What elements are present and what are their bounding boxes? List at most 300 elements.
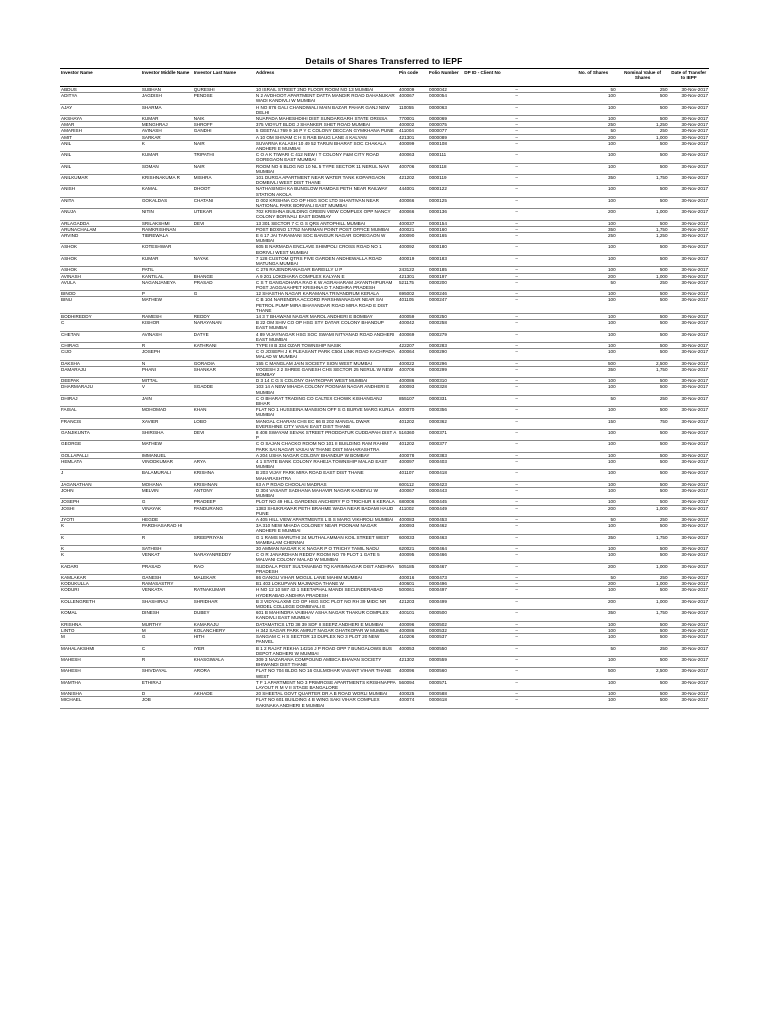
cell-investor-middle-name: MITTAL (141, 378, 193, 384)
cell-dp-id-client-no: – (463, 546, 570, 552)
cell-investor-middle-name: M (141, 627, 193, 633)
cell-dp-id-client-no: – (463, 418, 570, 429)
table-row (60, 93, 709, 104)
cell-investor-middle-name: KANTILAL (141, 273, 193, 279)
cell-folio-number: 0000136 (428, 209, 463, 220)
cell-address: C O SAJAN CHACKO ROOM NO 101 II BUILDING RAM RAHIM PARK SAI NAGAR VASAI W THANE DIST MAHARASHTRA (255, 441, 398, 452)
cell-investor-last-name (193, 297, 255, 314)
cell-nominal-value: 500 (617, 656, 669, 667)
cell-date-of-transfer: 30-Nov-2017 (669, 581, 710, 587)
cell-investor-name: J (60, 470, 141, 481)
cell-folio-number: 0000180 (428, 244, 463, 255)
cell-investor-name: MAHESH (60, 656, 141, 667)
cell-address: NATHASINGH KA BUNGLOW RAMDAS PETH NEAR RAILWAY STATION AKOLA (255, 186, 398, 197)
cell-nominal-value: 500 (617, 459, 669, 470)
cell-nominal-value: 500 (617, 634, 669, 645)
cell-address: POST BOXNO 17752 NARIMAN POINT POST OFFICE MUMBAI (255, 226, 398, 232)
cell-investor-middle-name: KOTESHWAR (141, 244, 193, 255)
cell-date-of-transfer: 30-Nov-2017 (669, 320, 710, 331)
cell-nominal-value: 500 (617, 116, 669, 122)
cell-nominal-value: 250 (617, 128, 669, 134)
cell-investor-last-name: DEVI (193, 220, 255, 226)
cell-investor-middle-name: PHANI (141, 366, 193, 377)
table-row (60, 407, 709, 418)
cell-date-of-transfer: 30-Nov-2017 (669, 668, 710, 679)
cell-address: 13 301 SECTOR 7 C G S QRS ANTOPHILL MUMBAI (255, 220, 398, 226)
cell-nominal-value: 1,000 (617, 505, 669, 516)
cell-pin-code: 401202 (398, 418, 428, 429)
cell-investor-middle-name: JOB (141, 697, 193, 708)
column-header-date-of-transfer: Date of Transfer to IEPF (669, 69, 710, 87)
cell-pin-code: 243122 (398, 267, 428, 273)
cell-investor-last-name: AKHADE (193, 691, 255, 697)
cell-no-of-shares: 100 (570, 499, 617, 505)
cell-address: PLOT NO 49 HILL GARDENS ANCHERY P O TRICHUR 6 KERALA (255, 499, 398, 505)
cell-investor-last-name: SREEPRIYAN (193, 534, 255, 545)
cell-pin-code: 500061 (398, 587, 428, 598)
cell-no-of-shares: 350 (570, 534, 617, 545)
cell-no-of-shares: 150 (570, 418, 617, 429)
cell-folio-number: 0000111 (428, 152, 463, 163)
cell-nominal-value: 1,250 (617, 122, 669, 128)
table-row (60, 488, 709, 499)
cell-investor-name: BODHIREDDY (60, 313, 141, 319)
cell-dp-id-client-no: – (463, 488, 570, 499)
cell-address: B1 403 LOKUPVAN MAJIWADA THANE W (255, 581, 398, 587)
cell-folio-number: 0000571 (428, 679, 463, 690)
cell-dp-id-client-no: – (463, 697, 570, 708)
cell-no-of-shares: 100 (570, 679, 617, 690)
cell-folio-number: 0000119 (428, 175, 463, 186)
cell-no-of-shares: 500 (570, 360, 617, 366)
cell-investor-middle-name: SHIRISHA (141, 429, 193, 440)
cell-pin-code: 400053 (398, 645, 428, 656)
cell-address: ROOM NO 6 BLDG NO 10 NL 5 TYPE SECTOR 11 NERUL NAVI MUMBAI (255, 163, 398, 174)
cell-folio-number: 0000042 (428, 87, 463, 93)
cell-investor-name: K (60, 523, 141, 534)
cell-folio-number: 0000500 (428, 610, 463, 621)
cell-address: H 342 SAGAR PARK AMRUT NAGAR GHATKOPAR W MUMBAI (255, 627, 398, 633)
cell-investor-middle-name: MURTHY (141, 621, 193, 627)
cell-investor-last-name: ARORA (193, 668, 255, 679)
cell-folio-number: 0000165 (428, 233, 463, 244)
cell-address: SANGAM C H S SECTOR 13 DUPLEX NO 3 PLOT 20 NEW PANVEL (255, 634, 398, 645)
cell-folio-number: 0000537 (428, 634, 463, 645)
cell-investor-middle-name: R (141, 656, 193, 667)
cell-dp-id-client-no: – (463, 517, 570, 523)
cell-nominal-value: 500 (617, 342, 669, 348)
cell-nominal-value: 500 (617, 691, 669, 697)
cell-investor-name: LINTO (60, 627, 141, 633)
cell-investor-last-name (193, 679, 255, 690)
cell-investor-last-name (193, 233, 255, 244)
cell-dp-id-client-no: – (463, 255, 570, 266)
cell-dp-id-client-no: – (463, 140, 570, 151)
cell-investor-middle-name: PATIL (141, 267, 193, 273)
cell-investor-name: JAGANATHAN (60, 481, 141, 487)
column-header-folio-number: Folio Number (428, 69, 463, 87)
cell-pin-code: 400019 (398, 255, 428, 266)
cell-investor-middle-name: V (141, 384, 193, 395)
cell-investor-name: MICHAEL (60, 697, 141, 708)
cell-investor-name: AMIT (60, 134, 141, 140)
cell-investor-name: ANIL (60, 140, 141, 151)
cell-dp-id-client-no: – (463, 395, 570, 406)
cell-pin-code: 444001 (398, 186, 428, 197)
cell-pin-code: 680006 (398, 499, 428, 505)
cell-investor-name: KODUKULLA (60, 581, 141, 587)
cell-folio-number: 0000403 (428, 459, 463, 470)
cell-investor-middle-name: SHASHIRAJ (141, 598, 193, 609)
table-row (60, 429, 709, 440)
cell-dp-id-client-no: – (463, 320, 570, 331)
cell-address: B 3 VIDYALAXMI CO OP HSG SOC PLOT NO RH 39 MIDC NR MODEL COLLEGE DOMBIVALI E (255, 598, 398, 609)
table-row (60, 163, 709, 174)
cell-pin-code: 400706 (398, 163, 428, 174)
cell-investor-last-name: LOBO (193, 418, 255, 429)
table-row (60, 523, 709, 534)
cell-investor-middle-name: KUMAR (141, 255, 193, 266)
cell-investor-middle-name: MENGHRAJ (141, 122, 193, 128)
cell-dp-id-client-no: – (463, 267, 570, 273)
cell-address: 601 B MAHINDRA VAIBHAV ASHA NAGAR THAKUR COMPLEX KANDIVLI EAST MUMBAI (255, 610, 398, 621)
cell-investor-middle-name: AVINASH (141, 331, 193, 342)
cell-dp-id-client-no: – (463, 313, 570, 319)
cell-dp-id-client-no: – (463, 481, 570, 487)
table-row (60, 517, 709, 523)
cell-investor-name: ARVIND (60, 233, 141, 244)
cell-pin-code: 421302 (398, 656, 428, 667)
cell-nominal-value: 1,000 (617, 209, 669, 220)
cell-date-of-transfer: 30-Nov-2017 (669, 481, 710, 487)
cell-address: B 22 OM SHIV CO OP HSG STY DATAR COLONY BHANDUP EAST MUMBAI (255, 320, 398, 331)
table-row (60, 320, 709, 331)
cell-investor-name: GANJIKUNTA (60, 429, 141, 440)
cell-investor-last-name: HITH (193, 634, 255, 645)
cell-no-of-shares: 200 (570, 273, 617, 279)
table-row (60, 697, 709, 708)
cell-dp-id-client-no: – (463, 691, 570, 697)
cell-date-of-transfer: 30-Nov-2017 (669, 575, 710, 581)
cell-folio-number: 0000279 (428, 331, 463, 342)
cell-investor-middle-name: IMMANUEL (141, 452, 193, 458)
cell-date-of-transfer: 30-Nov-2017 (669, 244, 710, 255)
cell-investor-name: CHETAN (60, 331, 141, 342)
cell-investor-last-name: ANTONY (193, 488, 255, 499)
table-row (60, 104, 709, 115)
cell-no-of-shares: 100 (570, 587, 617, 598)
cell-nominal-value: 500 (617, 297, 669, 314)
cell-folio-number: 0000356 (428, 407, 463, 418)
cell-nominal-value: 1,000 (617, 134, 669, 140)
cell-investor-last-name: CHATANI (193, 197, 255, 208)
cell-address: 4 89 VIJAYNAGAR HSG SOC SWAMI NITYANAD ROAD ANDHERI EAST MUMBAI (255, 331, 398, 342)
table-row (60, 441, 709, 452)
cell-dp-id-client-no: – (463, 587, 570, 598)
cell-investor-name: BINU (60, 297, 141, 314)
cell-pin-code: 400009 (398, 87, 428, 93)
cell-dp-id-client-no: – (463, 197, 570, 208)
cell-nominal-value: 500 (617, 499, 669, 505)
cell-investor-middle-name: SOMAN (141, 163, 193, 174)
cell-pin-code: 400096 (398, 668, 428, 679)
cell-nominal-value: 500 (617, 378, 669, 384)
cell-no-of-shares: 100 (570, 407, 617, 418)
cell-no-of-shares: 100 (570, 627, 617, 633)
cell-address: D 3 14 C G S COLONY GHATKOPAR WEST MUMBAI (255, 378, 398, 384)
table-row (60, 233, 709, 244)
cell-pin-code: 400092 (398, 244, 428, 255)
cell-investor-middle-name: MOHANA (141, 481, 193, 487)
cell-no-of-shares: 50 (570, 87, 617, 93)
cell-folio-number: 0000246 (428, 291, 463, 297)
cell-pin-code: 400086 (398, 378, 428, 384)
cell-investor-middle-name: PRASAD (141, 563, 193, 574)
cell-dp-id-client-no: – (463, 342, 570, 348)
cell-investor-name: KRISHNA (60, 621, 141, 627)
cell-address: 10 ISRAIL STREET 2ND FLOOR ROOM NO 13 MUMBAI (255, 87, 398, 93)
cell-no-of-shares: 100 (570, 429, 617, 440)
cell-dp-id-client-no: – (463, 621, 570, 627)
cell-pin-code: 400063 (398, 152, 428, 163)
cell-investor-middle-name: SARKAR (141, 134, 193, 140)
cell-date-of-transfer: 30-Nov-2017 (669, 366, 710, 377)
cell-pin-code: 400070 (398, 407, 428, 418)
cell-investor-middle-name: JOSEPH (141, 349, 193, 360)
cell-dp-id-client-no: – (463, 441, 570, 452)
cell-investor-last-name: BHANGE (193, 273, 255, 279)
cell-date-of-transfer: 30-Nov-2017 (669, 534, 710, 545)
cell-date-of-transfer: 30-Nov-2017 (669, 546, 710, 552)
cell-nominal-value: 500 (617, 679, 669, 690)
cell-nominal-value: 250 (617, 575, 669, 581)
cell-investor-name: ARLAGADDA (60, 220, 141, 226)
cell-dp-id-client-no: – (463, 552, 570, 563)
cell-folio-number: 0000473 (428, 575, 463, 581)
cell-investor-middle-name: KUMAR (141, 152, 193, 163)
cell-folio-number: 0000258 (428, 320, 463, 331)
cell-address: 4 1 STATE BANK COLONY RAHEJA TOWNSHIP MALAD EAST MUMBAI (255, 459, 398, 470)
cell-folio-number: 0000383 (428, 452, 463, 458)
cell-address: 103 14 A NEW MHADA COLONY POONAM NAGAR ANDHERI E MUMBAI (255, 384, 398, 395)
cell-nominal-value: 1,750 (617, 175, 669, 186)
cell-folio-number: 0000328 (428, 384, 463, 395)
column-header-investor-middle-name: Investor Middle Name (141, 69, 193, 87)
table-row (60, 459, 709, 470)
table-row (60, 668, 709, 679)
cell-address: C 276 RAJENDRANAGAR BAREILLY U P (255, 267, 398, 273)
cell-pin-code: 400101 (398, 610, 428, 621)
cell-folio-number: 0000560 (428, 668, 463, 679)
cell-folio-number: 0000466 (428, 552, 463, 563)
cell-nominal-value: 1,750 (617, 610, 669, 621)
cell-no-of-shares: 100 (570, 546, 617, 552)
cell-investor-middle-name: G (141, 499, 193, 505)
cell-investor-name: ANILKUMAR (60, 175, 141, 186)
cell-investor-last-name (193, 104, 255, 115)
cell-investor-middle-name: RAMKRISHNAN (141, 226, 193, 232)
cell-nominal-value: 750 (617, 418, 669, 429)
cell-no-of-shares: 100 (570, 481, 617, 487)
cell-dp-id-client-no: – (463, 470, 570, 481)
cell-nominal-value: 250 (617, 279, 669, 290)
cell-investor-last-name: KHAN (193, 407, 255, 418)
cell-pin-code: 400074 (398, 697, 428, 708)
table-row (60, 552, 709, 563)
table-row (60, 656, 709, 667)
cell-address: 63 A P ROAD CHOOLAI MADRAS (255, 481, 398, 487)
table-row (60, 534, 709, 545)
table-row (60, 470, 709, 481)
cell-pin-code: 401107 (398, 470, 428, 481)
cell-dp-id-client-no: – (463, 610, 570, 621)
cell-address: 7 128 CUSTOM QTRS FIVE GARDEN ANDHEWALLA ROAD MATUNGA MUMBAI (255, 255, 398, 266)
table-row (60, 679, 709, 690)
cell-nominal-value: 500 (617, 587, 669, 598)
cell-investor-last-name: PRADEEP (193, 499, 255, 505)
cell-dp-id-client-no: – (463, 534, 570, 545)
cell-investor-middle-name: C (141, 645, 193, 656)
cell-no-of-shares: 100 (570, 488, 617, 499)
cell-date-of-transfer: 30-Nov-2017 (669, 128, 710, 134)
cell-investor-name: BINOD (60, 291, 141, 297)
cell-nominal-value: 1,750 (617, 534, 669, 545)
cell-pin-code: 400093 (398, 384, 428, 395)
cell-no-of-shares: 350 (570, 226, 617, 232)
cell-date-of-transfer: 30-Nov-2017 (669, 273, 710, 279)
cell-pin-code: 400059 (398, 313, 428, 319)
cell-investor-middle-name: NITIN (141, 209, 193, 220)
cell-investor-middle-name: D (141, 691, 193, 697)
cell-investor-name: ANUJA (60, 209, 141, 220)
cell-investor-name: DAKSHA (60, 360, 141, 366)
cell-address: A 9 201 LOKDHARA COMPLEX KALYAN E (255, 273, 398, 279)
cell-dp-id-client-no: – (463, 581, 570, 587)
cell-no-of-shares: 100 (570, 197, 617, 208)
cell-pin-code: 695002 (398, 291, 428, 297)
cell-pin-code: 400002 (398, 122, 428, 128)
cell-investor-name: ASHOK (60, 267, 141, 273)
cell-no-of-shares: 200 (570, 505, 617, 516)
cell-investor-name: AMAR (60, 122, 141, 128)
cell-nominal-value: 1,750 (617, 226, 669, 232)
cell-no-of-shares: 200 (570, 581, 617, 587)
cell-dp-id-client-no: – (463, 452, 570, 458)
cell-pin-code: 421301 (398, 273, 428, 279)
cell-date-of-transfer: 30-Nov-2017 (669, 523, 710, 534)
cell-pin-code: 400078 (398, 452, 428, 458)
cell-folio-number: 0000497 (428, 587, 463, 598)
cell-date-of-transfer: 30-Nov-2017 (669, 342, 710, 348)
cell-date-of-transfer: 30-Nov-2017 (669, 122, 710, 128)
cell-date-of-transfer: 30-Nov-2017 (669, 186, 710, 197)
cell-nominal-value: 500 (617, 552, 669, 563)
cell-no-of-shares: 100 (570, 313, 617, 319)
cell-pin-code: 400099 (398, 140, 428, 151)
cell-folio-number: 0000550 (428, 645, 463, 656)
cell-no-of-shares: 50 (570, 517, 617, 523)
cell-date-of-transfer: 30-Nov-2017 (669, 645, 710, 656)
cell-investor-last-name: SHANKAR (193, 366, 255, 377)
cell-no-of-shares: 100 (570, 523, 617, 534)
cell-address: 702 KRISHNA BUILDING GREEN VIEW COMPLEX OPP NANCY COLONY BORIVALI EAST BOMBAY (255, 209, 398, 220)
cell-investor-middle-name: R (141, 342, 193, 348)
cell-investor-name: M (60, 634, 141, 645)
cell-date-of-transfer: 30-Nov-2017 (669, 175, 710, 186)
cell-dp-id-client-no: – (463, 93, 570, 104)
cell-dp-id-client-no: – (463, 563, 570, 574)
cell-date-of-transfer: 30-Nov-2017 (669, 470, 710, 481)
table-row (60, 598, 709, 609)
cell-investor-last-name: G (193, 291, 255, 297)
cell-investor-name: HEMLATA (60, 459, 141, 470)
cell-folio-number: 0000418 (428, 470, 463, 481)
iepf-table-container (60, 68, 709, 709)
cell-investor-name: FAISAL (60, 407, 141, 418)
cell-pin-code: 505185 (398, 563, 428, 574)
cell-investor-last-name: NAIK (193, 116, 255, 122)
table-row (60, 226, 709, 232)
cell-nominal-value: 500 (617, 481, 669, 487)
cell-folio-number: 0000299 (428, 366, 463, 377)
cell-folio-number: 0000423 (428, 481, 463, 487)
cell-investor-middle-name: MELVIN (141, 488, 193, 499)
cell-investor-middle-name: NAGANJANEYA (141, 279, 193, 290)
cell-pin-code: 400083 (398, 517, 428, 523)
cell-address: 86 GANGU VIHAR MOGUL LANE MAHIM MUMBAI (255, 575, 398, 581)
cell-pin-code: 855107 (398, 395, 428, 406)
cell-no-of-shares: 100 (570, 656, 617, 667)
cell-folio-number: 0000160 (428, 226, 463, 232)
cell-address: N 2 AVDHOOT APARTMENT DATTA MANDIR ROAD DAHANUKAR WADI KANDIVLI W MUMBAI (255, 93, 398, 104)
cell-date-of-transfer: 30-Nov-2017 (669, 384, 710, 395)
cell-date-of-transfer: 30-Nov-2017 (669, 488, 710, 499)
cell-pin-code: 400086 (398, 627, 428, 633)
cell-dp-id-client-no: – (463, 429, 570, 440)
cell-no-of-shares: 100 (570, 116, 617, 122)
cell-pin-code: 400016 (398, 575, 428, 581)
cell-folio-number: 0000108 (428, 140, 463, 151)
cell-investor-last-name: ARYA (193, 459, 255, 470)
cell-pin-code: 400093 (398, 523, 428, 534)
cell-investor-last-name (193, 244, 255, 255)
cell-investor-name: GEORGE (60, 441, 141, 452)
cell-pin-code: 401105 (398, 297, 428, 314)
cell-investor-last-name: REDDY (193, 313, 255, 319)
cell-date-of-transfer: 30-Nov-2017 (669, 134, 710, 140)
cell-investor-name: GOLLAPALLI (60, 452, 141, 458)
table-row (60, 128, 709, 134)
cell-pin-code: 400097 (398, 459, 428, 470)
cell-address: C B 104 NARENDRA ACCORD PARSHWANAGAR NEAR SAI PETROL PUMP MIRA BHAYANDAR ROAD MIRA ROAD E DIST THANE (255, 297, 398, 314)
cell-no-of-shares: 200 (570, 209, 617, 220)
cell-pin-code: 516360 (398, 429, 428, 440)
column-header-investor-last-name: Investor Last Name (193, 69, 255, 87)
cell-address: FLAT NO 1 HUSSEINA MANSION OFF S G BURVE MARG KURLA MUMBAI (255, 407, 398, 418)
cell-investor-last-name: TRIPATHI (193, 152, 255, 163)
cell-address: 8 408 SWAYAM SEVAK STREET PRODDATUR CUDDAPAH DIST A P (255, 429, 397, 441)
cell-date-of-transfer: 30-Nov-2017 (669, 93, 710, 104)
cell-address: G 1 RAMS MARUTHI 24 MUTHALAMMAN KOIL STREET WEST MAMBALAM CHENNAI (255, 534, 398, 545)
cell-folio-number: 0000183 (428, 255, 463, 266)
table-row (60, 395, 709, 406)
cell-date-of-transfer: 30-Nov-2017 (669, 452, 710, 458)
column-header-address: Address (255, 69, 398, 87)
cell-pin-code: 620021 (398, 546, 428, 552)
cell-address: H NO 876 GALI CHANDIWALI MAIN BAZAR PAHAR GANJ NEW DELHI (255, 104, 398, 115)
cell-folio-number: 0000371 (428, 429, 463, 440)
cell-dp-id-client-no: – (463, 279, 570, 290)
